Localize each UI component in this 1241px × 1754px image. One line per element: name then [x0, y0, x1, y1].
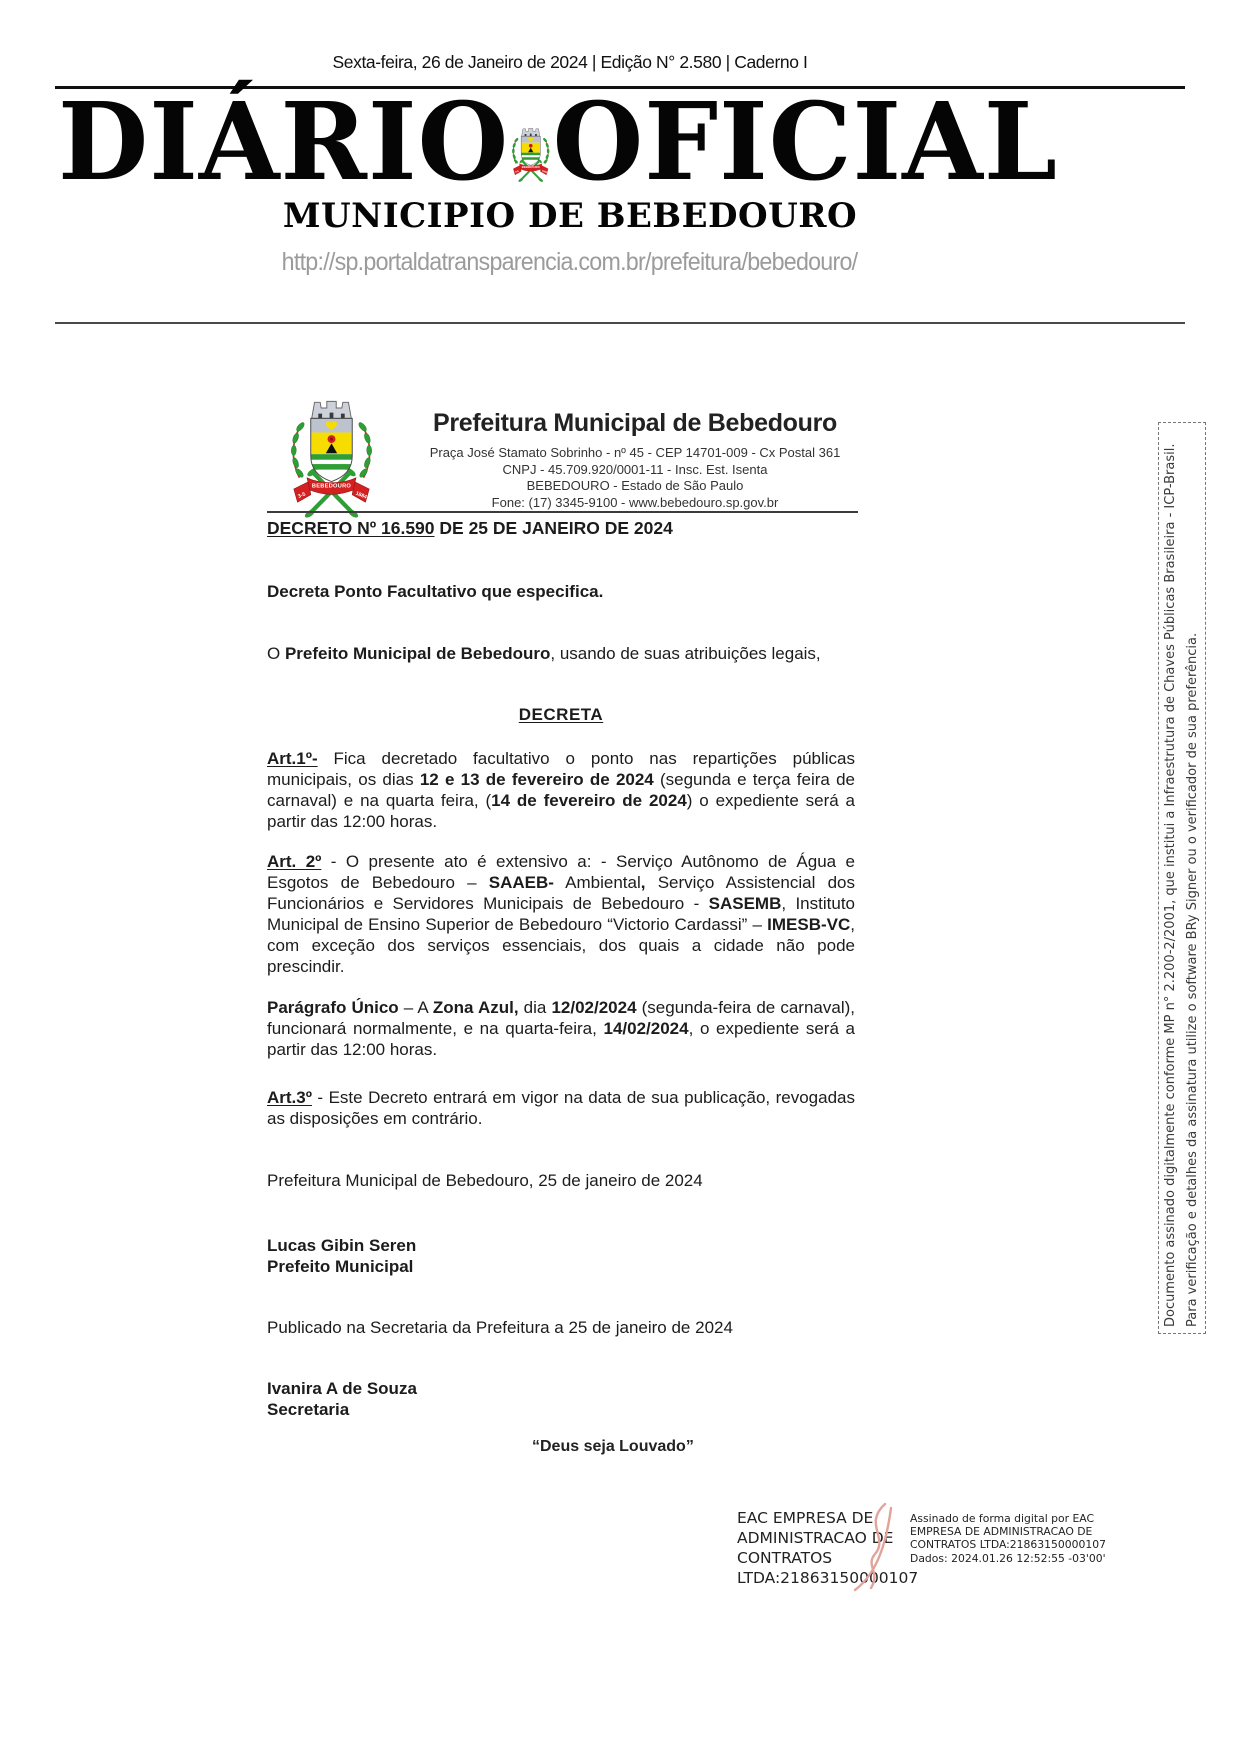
- header-bottom-rule: [55, 322, 1185, 324]
- edition-date-line: Sexta-feira, 26 de Janeiro de 2024 | Edição N° 2.580 | Caderno I: [332, 52, 808, 72]
- publication-line: Publicado na Secretaria da Prefeitura a 25 de janeiro de 2024: [267, 1318, 733, 1337]
- decreta-heading: DECRETA: [518, 705, 604, 724]
- secretary-name: Ivanira A de Souza: [267, 1379, 417, 1398]
- decree-title: DECRETO Nº 16.590 DE 25 DE JANEIRO DE 2024: [267, 518, 673, 538]
- transparency-portal-url: http://sp.portaldatransparencia.com.br/prefeitura/bebedouro/: [282, 248, 858, 276]
- mayor-name: Lucas Gibin Seren: [267, 1236, 417, 1255]
- signature-date-text: Dados: 2024.01.26 12:52:55 -03'00': [910, 1551, 1106, 1565]
- decree-preamble: O Prefeito Municipal de Bebedouro, usando de suas atribuições legais,: [267, 644, 821, 663]
- letterhead-city-line: BEBEDOURO - Estado de São Paulo: [526, 478, 744, 493]
- letterhead-address-line: Praça José Stamato Sobrinho - nº 45 - CEP 14701-009 - Cx Postal 361: [429, 445, 841, 460]
- icp-brasil-note-line2: Para verificação e detalhes da assinatura utilize o software BRy Signer ou o verificador de sua preferência.: [1185, 632, 1200, 1327]
- letterhead-coat-of-arms-icon: [284, 391, 379, 523]
- letterhead-rule: [267, 511, 858, 513]
- digital-signature-subject: EAC EMPRESA DE ADMINISTRACAO DE CONTRATOS LTDA:21863150000107: [737, 1509, 919, 1587]
- masthead-title-left: DIÁRIO: [58, 78, 510, 205]
- sole-paragraph: Parágrafo Único – A Zona Azul, dia 12/02/2024 (segunda-feira de carnaval), funcionará normalmente, e na quarta-feira, 14/02/2024, o expediente será a partir das 12:00 horas.: [267, 998, 855, 1059]
- article-2: Art. 2º - O presente ato é extensivo a: - Serviço Autônomo de Água e Esgotos de Bebedouro – SAAEB- Ambiental, Serviço Assistencial dos Funcionários e Servidores Municipais de Bebedouro - SASEMB, Instituto Municipal de Ensino Superior de Bebedouro “Victorio Cardassi” – IMESB-VC, com exceção dos serviços essenciais, dos quais a cidade não pode prescindir.: [267, 852, 855, 976]
- decree-summary: Decreta Ponto Facultativo que especifica.: [267, 582, 604, 601]
- mayor-title: Prefeito Municipal: [267, 1257, 414, 1276]
- closing-place-date-line: Prefeitura Municipal de Bebedouro, 25 de janeiro de 2024: [267, 1171, 703, 1190]
- icp-brasil-note: [1159, 425, 1205, 1333]
- letterhead-title: Prefeitura Municipal de Bebedouro: [432, 409, 838, 437]
- article-3: Art.3º - Este Decreto entrará em vigor na data de sua publicação, revogadas as disposições em contrário.: [267, 1088, 855, 1128]
- digital-signature-details: [910, 1512, 1106, 1565]
- motto-line: “Deus seja Louvado”: [532, 1438, 694, 1455]
- article-1: Art.1º- Fica decretado facultativo o ponto nas repartições públicas municipais, os dias 12 e 13 de fevereiro de 2024 (segunda e terça feira de carnaval) e na quarta feira, (14 de fevereiro de 2024) o expediente será a partir das 12:00 horas.: [267, 749, 855, 831]
- letterhead-phone-line: Fone: (17) 3345-9100 - www.bebedouro.sp.gov.br: [491, 494, 779, 510]
- signature-details-text: Assinado de forma digital por EAC EMPRESA DE ADMINISTRACAO DE CONTRATOS LTDA:21863150000107: [910, 1512, 1106, 1552]
- secretary-signature-block: [267, 1378, 855, 1420]
- signature-flourish-icon: [845, 1498, 907, 1594]
- municipality-subtitle: MUNICIPIO DE BEBEDOURO: [282, 196, 858, 236]
- mayor-signature-block: [267, 1235, 855, 1277]
- letterhead-cnpj-line: CNPJ - 45.709.920/0001-11 - Insc. Est. Isenta: [502, 461, 768, 477]
- masthead-title-right: OFICIAL: [552, 78, 1058, 205]
- icp-brasil-note-line1: Documento assinado digitalmente conforme MP n° 2.200-2/2001, que institui a Infraestrutura de Chaves Públicas Brasileira - ICP-Brasil.: [1163, 443, 1178, 1327]
- letterhead: [405, 409, 865, 511]
- secretary-title: Secretaria: [267, 1400, 350, 1419]
